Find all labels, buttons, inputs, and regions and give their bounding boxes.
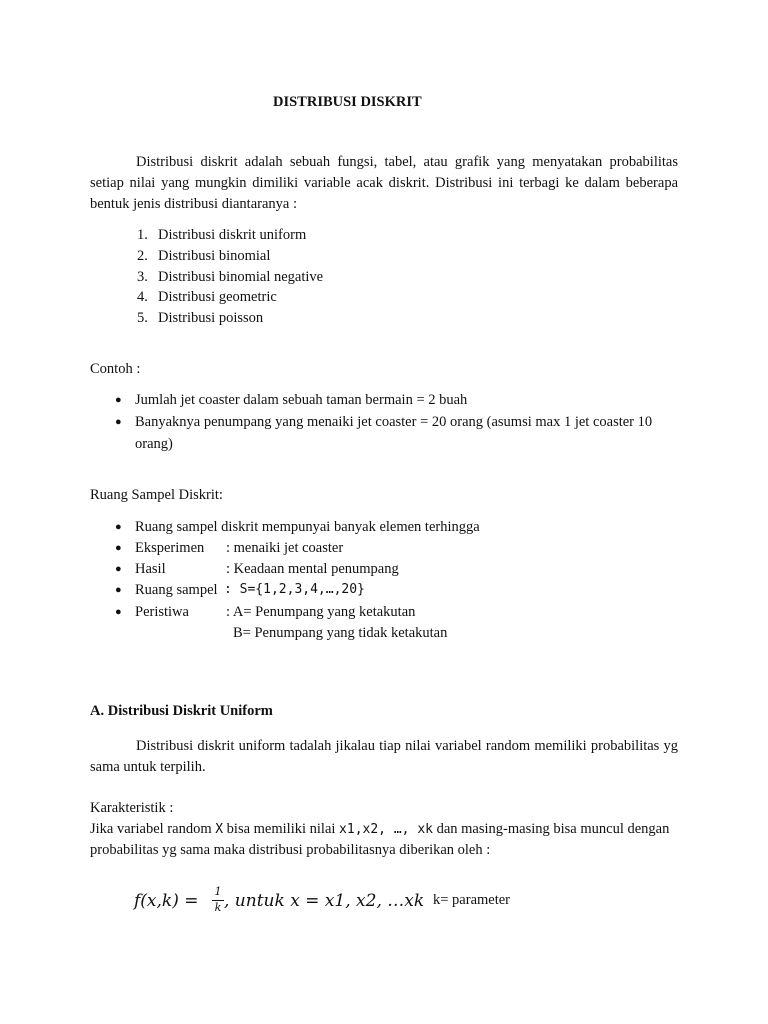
list-item: Distribusi geometric: [158, 289, 277, 305]
uniform-paragraph: Distribusi diskrit uniform tadalah jikalau tiap nilai variabel random memiliki probabilitas yg sama untuk terpilih.: [90, 738, 678, 775]
formula-lhs: f(x,k) =: [134, 891, 199, 911]
section-heading-a: A. Distribusi Diskrit Uniform: [90, 703, 273, 719]
list-number: 2.: [137, 248, 148, 264]
karakteristik-label: Karakteristik :: [90, 800, 174, 816]
bullet-icon: ●: [115, 542, 122, 554]
list-number: 5.: [137, 310, 148, 326]
karakteristik-line-2: probabilitas yg sama maka distribusi probabilitasnya diberikan oleh :: [90, 842, 491, 858]
formula-numerator: 1: [214, 885, 222, 898]
variable-values: x1,x2, …, xk: [339, 822, 433, 837]
text-span: bisa memiliki nilai: [226, 821, 336, 837]
peristiwa-value-b: B= Penumpang yang tidak ketakutan: [233, 625, 448, 641]
hasil-value: : Keadaan mental penumpang: [226, 561, 399, 577]
intro-paragraph: Distribusi diskrit adalah sebuah fungsi, tabel, atau grafik yang menyatakan probabilitas setiap nilai yang mungkin dimiliki variable acak diskrit. Distribusi ini terbagi ke dalam beberapa bentuk jenis distribusi diantaranya :: [90, 154, 678, 212]
list-number: 4.: [137, 289, 148, 305]
formula-rhs: , untuk x = x1, x2, …xk: [224, 891, 425, 911]
karakteristik-line-1: [90, 819, 669, 840]
formula-denominator: k: [214, 901, 222, 914]
variable-x: X: [215, 822, 224, 837]
contoh-label: Contoh :: [90, 361, 141, 377]
document-title: DISTRIBUSI DISKRIT: [273, 94, 422, 110]
list-item: Distribusi binomial negative: [158, 269, 324, 285]
contoh-item-continued: orang): [135, 436, 173, 452]
list-item: Distribusi binomial: [158, 248, 271, 264]
list-item: Distribusi poisson: [158, 310, 264, 326]
bullet-icon: ●: [115, 606, 122, 618]
contoh-item: Banyaknya penumpang yang menaiki jet coaster = 20 orang (asumsi max 1 jet coaster 10: [135, 414, 653, 430]
bullet-icon: ●: [115, 394, 122, 406]
list-number: 1.: [137, 227, 148, 243]
bullet-icon: ●: [115, 563, 122, 575]
eksperimen-value: : menaiki jet coaster: [226, 540, 344, 556]
eksperimen-label: Eksperimen: [135, 540, 205, 556]
ruang-sampel-value: : S={1,2,3,4,…,20}: [224, 582, 365, 597]
bullet-icon: ●: [115, 416, 122, 428]
text-span: Jika variabel random: [90, 821, 212, 837]
bullet-icon: ●: [115, 584, 122, 596]
list-number: 3.: [137, 269, 148, 285]
formula-parameter: k= parameter: [433, 892, 511, 908]
hasil-label: Hasil: [135, 561, 166, 577]
contoh-item: Jumlah jet coaster dalam sebuah taman bermain = 2 buah: [135, 392, 468, 408]
list-item: Distribusi diskrit uniform: [158, 227, 307, 243]
bullet-icon: ●: [115, 521, 122, 533]
peristiwa-value-a: : A= Penumpang yang ketakutan: [226, 604, 416, 620]
ruang-item: Ruang sampel diskrit mempunyai banyak elemen terhingga: [135, 519, 480, 535]
text-span: dan masing-masing bisa muncul dengan: [436, 821, 670, 837]
peristiwa-label: Peristiwa: [135, 604, 189, 620]
ruang-sampel-label: Ruang Sampel Diskrit:: [90, 487, 223, 503]
ruang-sampel-item-label: Ruang sampel: [135, 582, 218, 598]
